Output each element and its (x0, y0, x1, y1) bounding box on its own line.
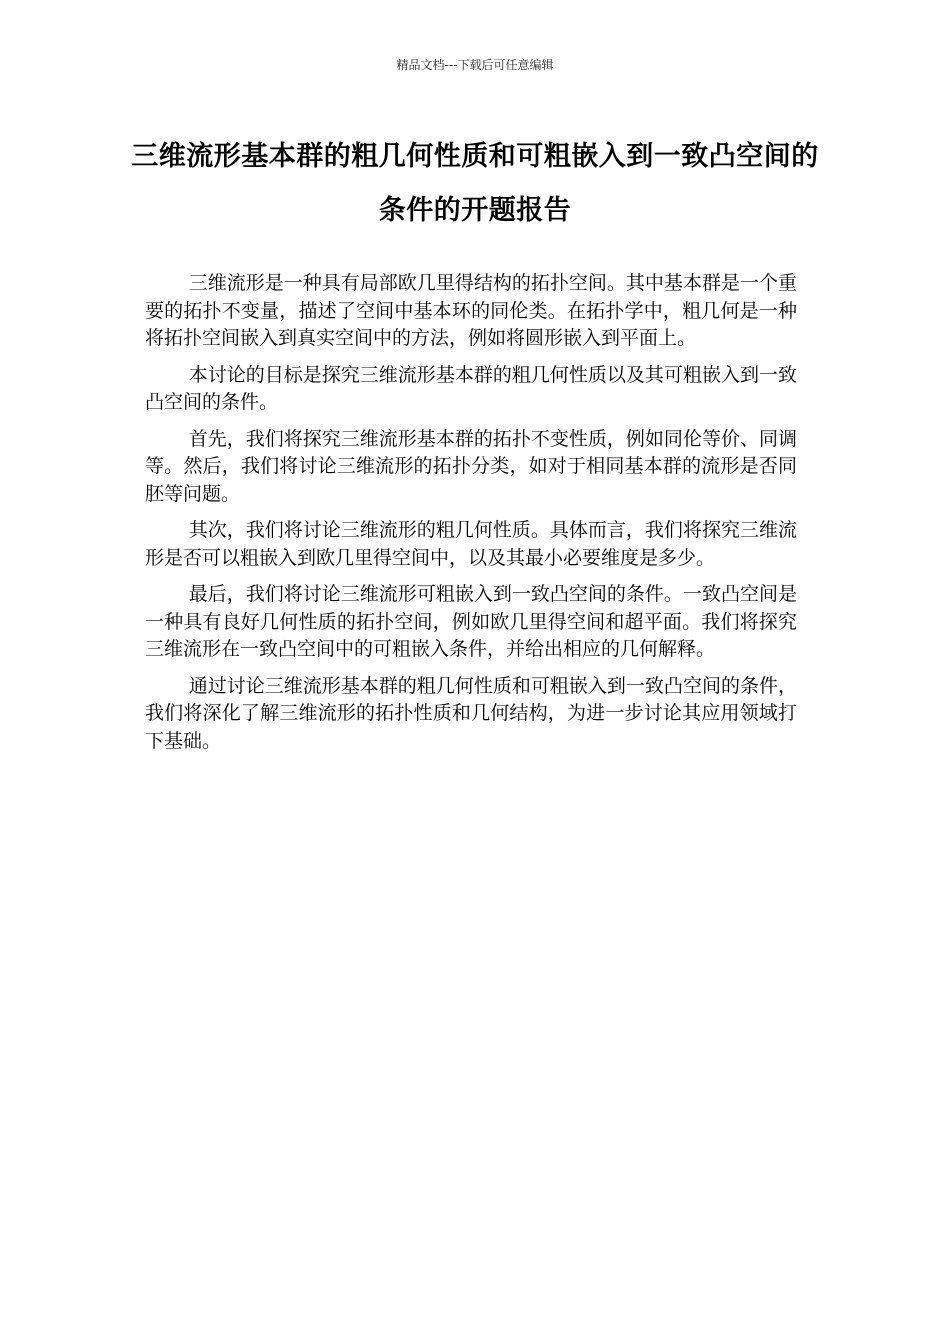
paragraph: 本讨论的目标是探究三维流形基本群的粗几何性质以及其可粗嵌入到一致凸空间的条件。 (145, 363, 797, 413)
paragraph: 通过讨论三维流形基本群的粗几何性质和可粗嵌入到一致凸空间的条件，我们将深化了解三维流形的拓扑性质和几何结构，为进一步讨论其应用领域打下基础。 (145, 674, 797, 752)
paragraph: 首先，我们将探究三维流形基本群的拓扑不变性质，例如同伦等价、同调等。然后，我们将讨论三维流形的拓扑分类，如对于相同基本群的流形是否同胚等问题。 (145, 427, 797, 505)
document-title: 三维流形基本群的粗几何性质和可粗嵌入到一致凸空间的条件的开题报告 (131, 141, 819, 226)
paragraph: 其次，我们将讨论三维流形的粗几何性质。具体而言，我们将探究三维流形是否可以粗嵌入到欧几里得空间中，以及其最小必要维度是多少。 (145, 519, 797, 569)
paragraph: 三维流形是一种具有局部欧几里得结构的拓扑空间。其中基本群是一个重要的拓扑不变量，描述了空间中基本环的同伦类。在拓扑学中，粗几何是一种将拓扑空间嵌入到真实空间中的方法，例如将圆形嵌入到平面上。 (145, 272, 797, 349)
page-header-note: 精品文档---下载后可任意编辑 (396, 58, 554, 72)
paragraph: 最后，我们将讨论三维流形可粗嵌入到一致凸空间的条件。一致凸空间是一种具有良好几何性质的拓扑空间，例如欧几里得空间和超平面。我们将探究三维流形在一致凸空间中的可粗嵌入条件，并给出相应的几何解释。 (145, 583, 797, 660)
document-body (145, 270, 797, 764)
